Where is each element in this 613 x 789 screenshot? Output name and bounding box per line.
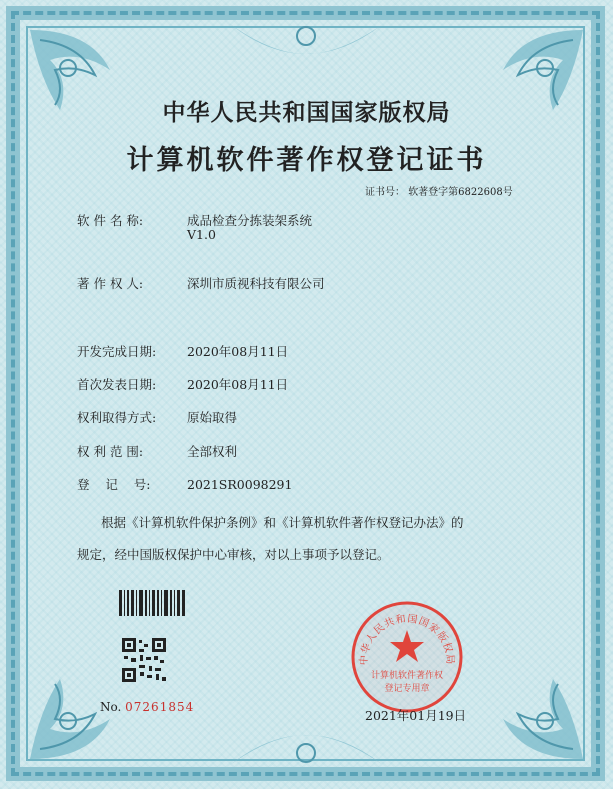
certificate-number xyxy=(365,183,513,198)
field-registration-number xyxy=(77,475,292,493)
field-rights-scope xyxy=(77,442,237,460)
field-copyright-owner xyxy=(77,274,325,292)
field-value: 成品检查分拣装架系统 xyxy=(187,213,313,228)
barcode xyxy=(119,590,185,616)
field-label: 登 记 号: xyxy=(77,477,151,492)
certificate-number-label: 证书号： xyxy=(365,187,405,198)
qr-code xyxy=(122,638,166,682)
field-label: 开发完成日期: xyxy=(77,344,157,359)
serial-number xyxy=(100,700,194,714)
legal-statement-line1: 根据《计算机软件保护条例》和《计算机软件著作权登记办法》的 xyxy=(101,515,464,530)
field-value: 全部权利 xyxy=(187,444,238,459)
seal-center-line2: 登记专用章 xyxy=(384,684,430,694)
serial-value: 07261854 xyxy=(125,700,195,714)
field-value: 2020年08月11日 xyxy=(187,344,289,359)
field-label: 权 利 范 围: xyxy=(77,444,144,459)
field-acquisition-method xyxy=(77,408,237,426)
field-label: 软 件 名 称: xyxy=(77,213,144,228)
issue-date: 2021年01月19日 xyxy=(365,708,467,723)
field-value: 深圳市质视科技有限公司 xyxy=(187,276,325,291)
field-development-date xyxy=(77,342,288,360)
seal-center-line1: 计算机软件著作权 xyxy=(370,671,444,681)
software-version: V1.0 xyxy=(187,227,216,242)
bottom-ornament xyxy=(220,715,393,775)
legal-statement xyxy=(77,507,547,571)
field-value: 2020年08月11日 xyxy=(187,377,289,392)
certificate-number-value: 软著登字第6822608号 xyxy=(408,187,513,198)
field-value: 原始取得 xyxy=(187,410,238,425)
field-label: 首次发表日期: xyxy=(77,377,157,392)
official-seal xyxy=(350,600,464,714)
serial-label: No. xyxy=(100,700,122,714)
inner-border xyxy=(26,26,585,761)
field-value: 2021SR0098291 xyxy=(187,477,293,492)
corner-ornament-bottom-right xyxy=(463,659,593,769)
field-label: 著 作 权 人: xyxy=(77,276,144,291)
certificate-title: 计算机软件著作权登记证书 xyxy=(126,145,487,176)
legal-statement-line2: 规定，经中国版权保护中心审核，对以上事项予以登记。 xyxy=(77,547,390,562)
seal-ring-text: 中华人民共和国国家版权局 xyxy=(358,613,456,666)
issuer-title: 中华人民共和国国家版权局 xyxy=(162,99,451,126)
field-label: 权利取得方式: xyxy=(77,410,157,425)
top-ornament xyxy=(220,14,393,74)
field-publication-date xyxy=(77,375,288,393)
